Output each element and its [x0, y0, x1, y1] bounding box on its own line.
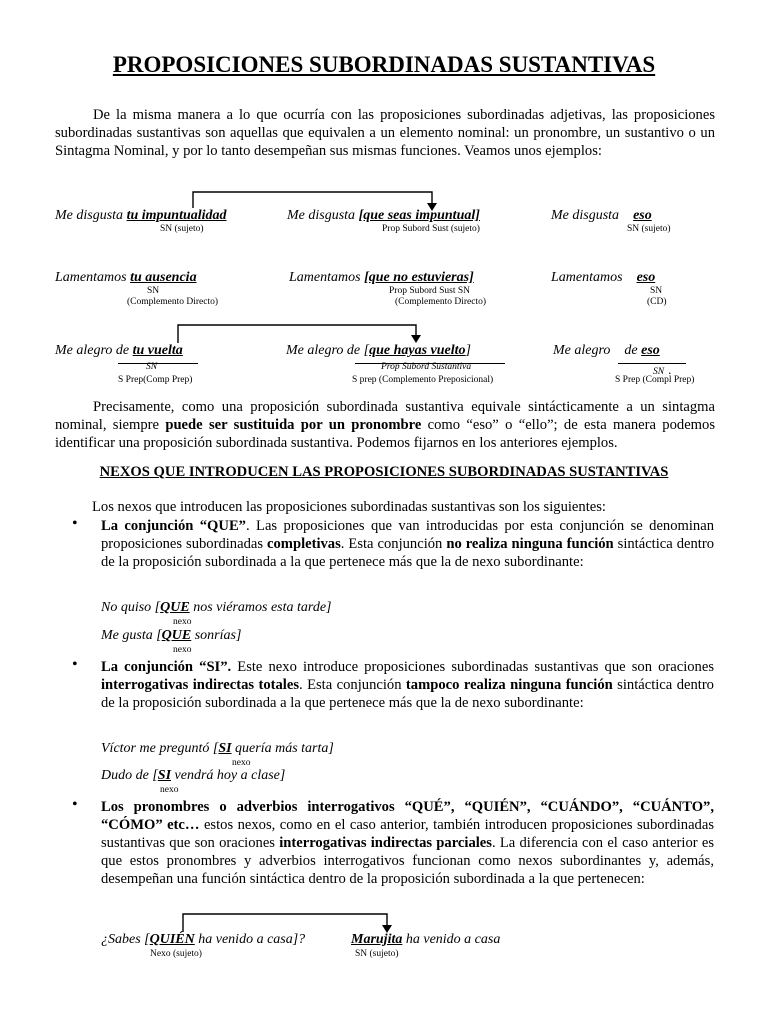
- example-2c: Lamentamos eso: [551, 270, 656, 285]
- label-2b-2: (Complemento Directo): [395, 297, 487, 307]
- sep-3c: [618, 363, 686, 364]
- bullet-3: •: [72, 796, 78, 813]
- bullet-2-text: La conjunción “SI”. Este nexo introduce proposiciones subordinadas sustantivas que son oraciones interrogativas indirectas totales. Esta conjunción tampoco realiza ninguna función sintáctica dentro de la proposición subordinada a la que pertenece más que la de nexo subordinante:: [101, 659, 714, 711]
- arrow-row3: [178, 325, 416, 343]
- example-si-1: Víctor me preguntó [SI quería más tarta]: [101, 741, 334, 756]
- label-3b-2: S prep (Complemento Preposicional): [352, 375, 494, 385]
- page-title: PROPOSICIONES SUBORDINADAS SUSTANTIVAS: [112, 52, 656, 77]
- nexo-label-2: nexo: [173, 645, 192, 655]
- nexo-label-1: nexo: [173, 617, 192, 627]
- label-2c-2: (CD): [647, 297, 667, 307]
- arrowhead-row3: [411, 335, 421, 343]
- label-2b-1: Prop Subord Sust SN: [389, 286, 471, 296]
- label-1c: SN (sujeto): [627, 224, 671, 234]
- bullet-3-text: Los pronombres o adverbios interrogativos “QUÉ”, “QUIÉN”, “CUÁNDO”, “CUÁNTO”, “CÓMO” etc… estos nexos, como en el caso anterior, también introducen proposiciones subordinadas sustantivas que son oraciones interrogativas indirectas parciales. La diferencia con el caso anterior es que estos pronombres y adverbios interrogativos funcionan como nexos subordinantes y, además, desempeñan una función sintáctica dentro de la proposición subordinada a la que pertenecen:: [101, 799, 715, 887]
- example-que-1: No quiso [QUE nos viéramos esta tarde]: [101, 600, 332, 615]
- example-que-2: Me gusta [QUE sonrías]: [101, 628, 242, 643]
- arrow-row1: [193, 192, 432, 208]
- example-1a: Me disgusta tu impuntualidad: [55, 208, 227, 223]
- example-marujita: Marujita ha venido a casa: [351, 932, 501, 947]
- nexo-label-5: Nexo (sujeto): [150, 949, 202, 959]
- example-3a: Me alegro de tu vuelta: [55, 343, 183, 358]
- example-1c: Me disgusta eso: [551, 208, 652, 223]
- label-2a-2: (Complemento Directo): [127, 297, 219, 307]
- example-1b: Me disgusta [que seas impuntual]: [287, 208, 480, 223]
- arrow-row4: [183, 914, 387, 932]
- label-1b: Prop Subord Sust (sujeto): [382, 224, 480, 234]
- substitution-paragraph: Precisamente, como una proposición subordinada sustantiva equivale sintácticamente a un sintagma nominal, siempre puede ser sustituida por un pronombre como “eso” o “ello”; de esta manera podemos identificar una proposición subordinada sustantiva. Podemos fijarnos en los anteriores ejemplos.: [55, 399, 715, 451]
- bullet-2: •: [72, 656, 78, 673]
- label-3c-2: S Prep (Compl Prep): [615, 375, 695, 385]
- label-3b-1: Prop Subord Sustantiva: [381, 362, 472, 372]
- bullet-1-text: La conjunción “QUE”. Las proposiciones que van introducidas por esta conjunción se denominan proposiciones subordinadas completivas. Esta conjunción no realiza ninguna función sintáctica dentro de la proposición subordinada a la que pertenece más que la de nexo subordinante:: [101, 518, 715, 570]
- sn-label-marujita: SN (sujeto): [355, 949, 399, 959]
- label-2c-1: SN: [650, 286, 663, 296]
- section-title: NEXOS QUE INTRODUCEN LAS PROPOSICIONES SUBORDINADAS SUSTANTIVAS: [99, 464, 669, 480]
- label-1a: SN (sujeto): [160, 224, 204, 234]
- nexos-intro: Los nexos que introducen las proposiciones subordinadas sustantivas son los siguientes:: [92, 499, 606, 515]
- example-3c: Me alegro de eso: [553, 343, 660, 358]
- label-3a-1: SN: [146, 362, 158, 372]
- example-2b: Lamentamos [que no estuvieras]: [289, 270, 474, 285]
- nexo-label-4: nexo: [160, 785, 179, 795]
- label-3a-2: S Prep(Comp Prep): [118, 375, 193, 385]
- label-3c-1: SN .: [653, 362, 672, 377]
- label-2a-1: SN: [147, 286, 160, 296]
- example-3b: Me alegro de [que hayas vuelto]: [286, 343, 471, 358]
- example-2a: Lamentamos tu ausencia: [55, 270, 197, 285]
- nexo-label-3: nexo: [232, 758, 251, 768]
- sep-3a: [118, 363, 198, 364]
- example-si-2: Dudo de [SI vendrá hoy a clase]: [101, 768, 286, 783]
- bullet-1: •: [72, 515, 78, 532]
- intro-paragraph: De la misma manera a lo que ocurría con las proposiciones subordinadas adjetivas, las proposiciones subordinadas sustantivas son aquellas que equivalen a un elemento nominal: un pronombre, un sustantivo o un Sintagma Nominal, y por lo tanto desempeñan sus mismas funciones. Veamos unos ejemplos:: [55, 107, 715, 159]
- example-quien: ¿Sabes [QUIÉN ha venido a casa]?: [101, 932, 306, 947]
